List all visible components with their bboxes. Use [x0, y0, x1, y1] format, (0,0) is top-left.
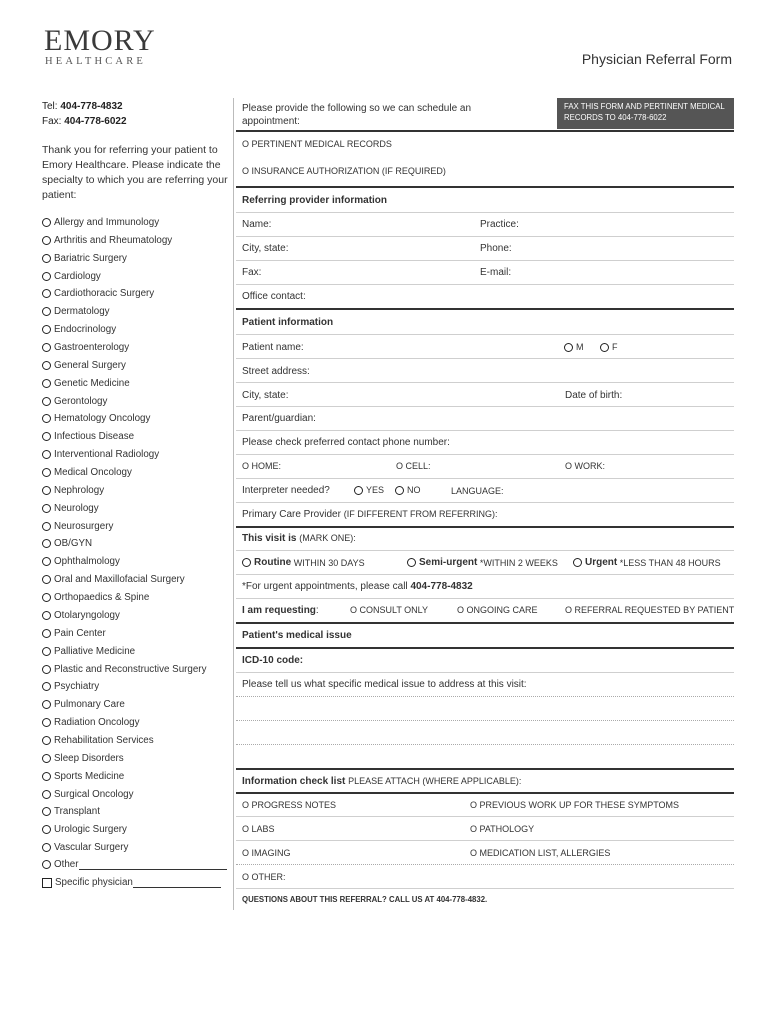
specific-physician[interactable]: [42, 877, 221, 888]
f-label: F: [612, 342, 618, 352]
ref-email-field[interactable]: E-mail:: [480, 267, 512, 278]
work-phone-field[interactable]: O WORK:: [565, 461, 605, 471]
writing-line[interactable]: [236, 720, 734, 721]
specialty-label: Transplant: [54, 806, 100, 818]
medical-issue-title: Patient's medical issue: [242, 630, 352, 641]
specialty-option[interactable]: [42, 396, 107, 407]
radio-icon[interactable]: [42, 843, 51, 852]
specialty-option[interactable]: [42, 431, 134, 442]
patient-info-title: Patient information: [242, 317, 334, 328]
no-label: NO: [407, 485, 421, 495]
routine-label: Routine: [254, 557, 292, 568]
ref-fax-field[interactable]: Fax:: [242, 267, 262, 278]
pcp-note: (IF DIFFERENT FROM REFERRING):: [343, 509, 498, 519]
divider: [236, 792, 734, 794]
divider: [236, 308, 734, 310]
specialty-option[interactable]: [42, 271, 101, 282]
divider: [236, 816, 734, 817]
specialty-label: Cardiology: [54, 270, 101, 282]
fax-label: Fax:: [42, 116, 62, 127]
emory-logo: EMORY: [44, 24, 156, 57]
divider: [236, 130, 734, 132]
specialty-option[interactable]: [42, 664, 206, 675]
previous-workup-option[interactable]: O PREVIOUS WORK UP FOR THESE SYMPTOMS: [470, 800, 680, 810]
ref-name-field[interactable]: Name:: [242, 219, 272, 230]
urgent-call-text: *For urgent appointments, please call: [242, 581, 408, 592]
pcp-label: Primary Care Provider: [242, 509, 341, 520]
specialty-label: Gastroenterology: [54, 342, 130, 354]
visit-title: This visit is: [242, 533, 297, 544]
divider: [236, 840, 734, 841]
ref-practice-field[interactable]: Practice:: [480, 219, 519, 230]
imaging-option[interactable]: O IMAGING: [242, 848, 291, 858]
specialty-label: Medical Oncology: [54, 467, 132, 479]
specialty-label: Neurology: [54, 502, 99, 514]
divider: [236, 478, 734, 479]
divider: [236, 598, 734, 599]
specialty-option[interactable]: [42, 324, 116, 335]
radio-icon[interactable]: [573, 558, 582, 567]
divider: [236, 236, 734, 237]
other-input-line[interactable]: [79, 859, 227, 870]
specialty-option[interactable]: [42, 413, 150, 424]
specialty-option[interactable]: [42, 806, 100, 817]
specialty-label: Rehabilitation Services: [54, 734, 154, 746]
pcp-field[interactable]: [242, 509, 498, 520]
radio-icon[interactable]: [42, 468, 51, 477]
divider: [236, 186, 734, 188]
medical-issue-prompt: Please tell us what specific medical issue to address at this visit:: [242, 679, 527, 690]
radio-icon[interactable]: [42, 860, 51, 869]
specialty-label: General Surgery: [54, 359, 126, 371]
ref-office-contact-field[interactable]: Office contact:: [242, 291, 306, 302]
radio-icon[interactable]: [42, 807, 51, 816]
specialty-option[interactable]: [42, 646, 135, 657]
requesting-title: I am requesting: [242, 605, 316, 616]
specialty-option[interactable]: [42, 217, 159, 228]
specific-physician-input-line[interactable]: [133, 877, 221, 888]
divider: [236, 550, 734, 551]
referring-provider-title: Referring provider information: [242, 195, 388, 206]
specialty-option[interactable]: [42, 628, 106, 639]
specialty-option[interactable]: [42, 592, 149, 603]
checkbox-icon[interactable]: [42, 878, 52, 888]
radio-icon[interactable]: [42, 522, 51, 531]
panel-divider: [233, 98, 234, 910]
option-insurance-auth[interactable]: O INSURANCE AUTHORIZATION (IF REQUIRED): [242, 166, 446, 176]
specialty-label: Otolaryngology: [54, 609, 120, 621]
specialty-label: Bariatric Surgery: [54, 252, 127, 264]
radio-icon[interactable]: [42, 754, 51, 763]
fax-number: 404-778-6022: [64, 116, 127, 127]
urgent-note: *LESS THAN 48 HOURS: [619, 557, 721, 568]
specialty-label: OB/GYN: [54, 538, 93, 550]
sex-f-option[interactable]: [600, 342, 618, 352]
specialty-option[interactable]: [42, 360, 126, 371]
specialty-label: Dermatology: [54, 306, 110, 318]
pathology-option[interactable]: O PATHOLOGY: [470, 824, 535, 834]
interpreter-label: Interpreter needed?: [242, 485, 330, 496]
divider: [236, 622, 734, 624]
specialty-option[interactable]: [42, 521, 113, 532]
writing-line[interactable]: [236, 744, 734, 745]
radio-icon[interactable]: [42, 414, 51, 423]
m-label: M: [576, 342, 584, 352]
specialty-option[interactable]: [42, 253, 127, 264]
specialty-option[interactable]: [42, 735, 154, 746]
urgent-phone: 404-778-4832: [410, 581, 473, 592]
footer-questions: QUESTIONS ABOUT THIS REFERRAL? CALL US AT 404-778-4832.: [242, 895, 488, 904]
tel-number: 404-778-4832: [60, 101, 123, 112]
radio-icon[interactable]: [42, 700, 51, 709]
dob-field[interactable]: Date of birth:: [565, 390, 623, 401]
sex-m-option[interactable]: [564, 342, 584, 352]
other-label: Other: [54, 859, 79, 870]
radio-icon[interactable]: [395, 486, 404, 495]
radio-icon[interactable]: [42, 343, 51, 352]
specialty-label: Cardiothoracic Surgery: [54, 288, 155, 300]
specialty-label: Neurosurgery: [54, 520, 114, 532]
specialty-option[interactable]: [42, 485, 104, 496]
specialty-label: Gerontology: [54, 395, 108, 407]
divider: [236, 768, 734, 770]
tel-line: [42, 101, 123, 112]
radio-icon[interactable]: [564, 343, 573, 352]
divider: [236, 864, 734, 865]
radio-icon[interactable]: [42, 325, 51, 334]
radio-icon[interactable]: [42, 254, 51, 263]
parent-guardian-field[interactable]: Parent/guardian:: [242, 413, 316, 424]
divider: [236, 260, 734, 261]
other-option[interactable]: O OTHER:: [242, 872, 286, 882]
radio-icon[interactable]: [42, 772, 51, 781]
visit-title-note: (MARK ONE):: [299, 533, 356, 543]
specialty-option[interactable]: [42, 378, 130, 389]
specialty-label: Sleep Disorders: [54, 752, 124, 764]
radio-icon[interactable]: [42, 539, 51, 548]
tel-label: Tel:: [42, 101, 58, 112]
specialty-option[interactable]: [42, 538, 92, 549]
interpreter-yes-option[interactable]: [354, 485, 384, 495]
checklist-title: [242, 776, 521, 787]
specialty-label: Allergy and Immunology: [54, 217, 160, 228]
specialty-option[interactable]: [42, 717, 140, 728]
divider: [236, 334, 734, 335]
specialty-label: Orthopaedics & Spine: [54, 592, 150, 604]
specialty-label: Hematology Oncology: [54, 413, 151, 425]
radio-icon[interactable]: [42, 289, 51, 298]
divider: [236, 672, 734, 673]
ref-city-field[interactable]: City, state:: [242, 243, 289, 254]
specialty-option[interactable]: [42, 842, 128, 853]
divider: [236, 358, 734, 359]
cell-phone-field[interactable]: O CELL:: [396, 461, 431, 471]
urgent-call-note: [242, 581, 473, 592]
referral-by-patient-option[interactable]: O REFERRAL REQUESTED BY PATIENT: [565, 605, 735, 615]
specialty-label: Oral and Maxillofacial Surgery: [54, 574, 185, 586]
divider: [236, 454, 734, 455]
fax-instructions-box: FAX THIS FORM AND PERTINENT MEDICAL RECORDS TO 404-778-6022: [557, 98, 734, 129]
divider: [236, 212, 734, 213]
progress-notes-option[interactable]: O PROGRESS NOTES: [242, 800, 337, 810]
consult-only-option[interactable]: O CONSULT ONLY: [350, 605, 429, 615]
radio-icon[interactable]: [42, 718, 51, 727]
visit-routine-option[interactable]: [242, 557, 365, 568]
specialty-label: Arthritis and Rheumatology: [54, 234, 173, 246]
option-medical-records[interactable]: O PERTINENT MEDICAL RECORDS: [242, 139, 392, 149]
radio-icon[interactable]: [42, 486, 51, 495]
writing-line[interactable]: [236, 696, 734, 697]
labs-option[interactable]: O LABS: [242, 824, 275, 834]
form-title: Physician Referral Form: [581, 51, 732, 67]
checklist-title-note: PLEASE ATTACH (WHERE APPLICABLE):: [348, 776, 522, 786]
specialty-label: Surgical Oncology: [54, 788, 134, 800]
divider: [236, 888, 734, 889]
yes-label: YES: [366, 485, 385, 495]
specialty-option[interactable]: [42, 699, 125, 710]
radio-icon[interactable]: [42, 361, 51, 370]
specialty-label: Endocrinology: [54, 324, 117, 336]
specialty-label: Sports Medicine: [54, 770, 125, 782]
radio-icon[interactable]: [42, 682, 51, 691]
specialty-label: Pain Center: [54, 627, 106, 639]
routine-note: WITHIN 30 DAYS: [293, 557, 365, 568]
divider: [236, 382, 734, 383]
radio-icon[interactable]: [42, 665, 51, 674]
visit-semi-urgent-option[interactable]: [407, 557, 558, 568]
radio-icon[interactable]: [242, 558, 251, 567]
specialty-option[interactable]: [42, 556, 120, 567]
specialty-option[interactable]: [42, 449, 159, 460]
requesting-label: I am requesting:: [242, 605, 319, 616]
specialty-option[interactable]: [42, 610, 120, 621]
semi-urgent-label: Semi-urgent: [419, 557, 478, 568]
visit-type-title: [242, 533, 356, 544]
specialty-label: Infectious Disease: [54, 431, 135, 443]
specialty-label: Pulmonary Care: [54, 699, 125, 711]
intro-text: Thank you for referring your patient to Emory Healthcare. Please indicate the specialty to which you are referring your patient:: [42, 144, 228, 201]
divider: [236, 647, 734, 649]
specialty-option[interactable]: [42, 789, 134, 800]
specialty-option[interactable]: [42, 681, 99, 692]
divider: [236, 502, 734, 503]
radio-icon[interactable]: [354, 486, 363, 495]
interpreter-no-option[interactable]: [395, 485, 421, 495]
specialty-option[interactable]: [42, 467, 132, 478]
specialty-option[interactable]: [42, 288, 154, 299]
radio-icon[interactable]: [42, 397, 51, 406]
specialty-option[interactable]: [42, 503, 99, 514]
specialty-label: Ophthalmology: [54, 556, 120, 568]
radio-icon[interactable]: [42, 593, 51, 602]
checklist-title-text: Information check list: [242, 776, 346, 787]
divider: [236, 574, 734, 575]
radio-icon[interactable]: [42, 825, 51, 834]
specialty-label: Radiation Oncology: [54, 717, 140, 729]
divider: [236, 526, 734, 528]
specialty-option[interactable]: [42, 574, 185, 585]
specialty-option[interactable]: [42, 753, 124, 764]
icd-code-field[interactable]: ICD-10 code:: [242, 655, 304, 666]
radio-icon[interactable]: [42, 450, 51, 459]
specialty-label: Psychiatry: [54, 681, 100, 693]
radio-icon[interactable]: [42, 629, 51, 638]
specialty-option[interactable]: [42, 306, 110, 317]
specialty-option[interactable]: [42, 771, 124, 782]
specialty-label: Nephrology: [54, 484, 105, 496]
specialty-option[interactable]: [42, 235, 172, 246]
patient-name-field[interactable]: Patient name:: [242, 342, 304, 353]
specialty-label: Vascular Surgery: [54, 842, 129, 854]
radio-icon[interactable]: [42, 790, 51, 799]
specialty-option[interactable]: [42, 824, 127, 835]
medication-list-option[interactable]: O MEDICATION LIST, ALLERGIES: [470, 848, 611, 858]
specialty-label: Palliative Medicine: [54, 645, 136, 657]
specialty-other[interactable]: [42, 859, 227, 870]
language-field[interactable]: LANGUAGE:: [451, 486, 504, 496]
radio-icon[interactable]: [42, 736, 51, 745]
specialty-label: Interventional Radiology: [54, 449, 160, 461]
radio-icon[interactable]: [42, 557, 51, 566]
radio-icon[interactable]: [407, 558, 416, 567]
ongoing-care-option[interactable]: O ONGOING CARE: [457, 605, 538, 615]
specific-physician-label: Specific physician: [55, 877, 133, 888]
divider: [236, 284, 734, 285]
semi-urgent-note: *WITHIN 2 WEEKS: [479, 557, 558, 568]
radio-icon[interactable]: [42, 575, 51, 584]
radio-icon[interactable]: [42, 379, 51, 388]
phone-pref-label: Please check preferred contact phone number:: [242, 437, 450, 448]
specialty-label: Plastic and Reconstructive Surgery: [54, 663, 207, 675]
schedule-prompt: Please provide the following so we can schedule an appointment:: [242, 103, 472, 127]
healthcare-logo-text: HEALTHCARE: [45, 56, 147, 67]
street-address-field[interactable]: Street address:: [242, 366, 310, 377]
radio-icon[interactable]: [600, 343, 609, 352]
patient-city-field[interactable]: City, state:: [242, 390, 289, 401]
urgent-label: Urgent: [585, 557, 618, 568]
home-phone-field[interactable]: O HOME:: [242, 461, 282, 471]
divider: [236, 406, 734, 407]
fax-line: [42, 116, 127, 127]
radio-icon[interactable]: [42, 504, 51, 513]
radio-icon[interactable]: [42, 218, 51, 227]
specialty-option[interactable]: [42, 342, 129, 353]
visit-urgent-option[interactable]: [573, 557, 721, 568]
radio-icon[interactable]: [42, 272, 51, 281]
radio-icon[interactable]: [42, 307, 51, 316]
specialty-label: Urologic Surgery: [54, 824, 127, 836]
divider: [236, 430, 734, 431]
radio-icon[interactable]: [42, 647, 51, 656]
radio-icon[interactable]: [42, 611, 51, 620]
ref-phone-field[interactable]: Phone:: [480, 243, 512, 254]
radio-icon[interactable]: [42, 432, 51, 441]
radio-icon[interactable]: [42, 236, 51, 245]
specialty-label: Genetic Medicine: [54, 377, 130, 389]
